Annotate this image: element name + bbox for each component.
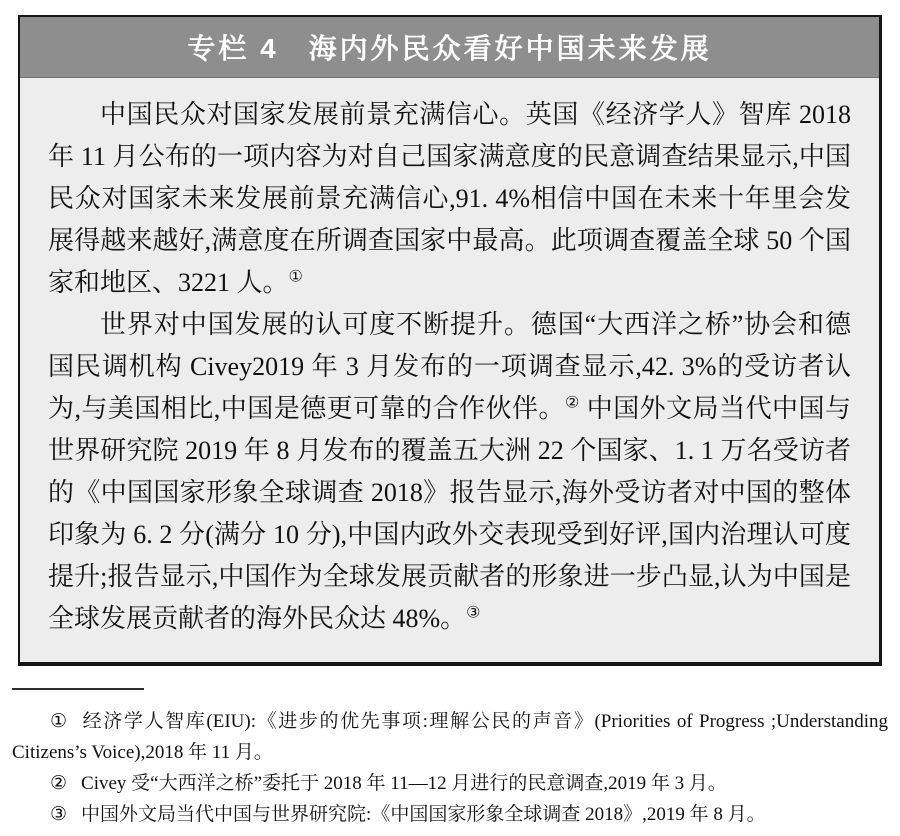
column-box-header	[20, 17, 879, 78]
footnote-ref-1: ①	[288, 268, 303, 286]
footnote-marker-2: ②	[50, 773, 68, 794]
footnote-divider-rule	[12, 688, 144, 690]
footnote-text-3: 中国外文局当代中国与世界研究院:《中国国家形象全球调查 2018》,2019 年 8 月。	[81, 804, 766, 825]
paragraph-2-text-part2: 中国外文局当代中国与世界研究院 2019 年 8 月发布的覆盖五大洲 22 个国家、1. 1 万名受访者的《中国国家形象全球调查 2018》报告显示,海外受访者对中国的整体印象为 6. 2 分(满分 10 分),中国内政外交表现受到好评,国内治理认可度提升;报告显示,中国作为全球发展贡献者的形象进一步凸显,认为中国是全球发展贡献者的海外民众达 48%。	[48, 394, 851, 633]
column-box-body	[20, 78, 879, 662]
column-box-panel	[18, 15, 882, 666]
footnote-marker-3: ③	[50, 804, 68, 825]
footnote-item-2	[12, 768, 888, 799]
footnote-item-3	[12, 799, 888, 830]
body-paragraph-2	[48, 304, 851, 640]
footnote-marker-1: ①	[50, 711, 69, 732]
footnote-text-2: Civey 受“大西洋之桥”委托于 2018 年 11—12 月进行的民意调查,2019 年 3 月。	[81, 773, 727, 794]
footnote-ref-2: ②	[564, 394, 580, 412]
paragraph-1-text: 中国民众对国家发展前景充满信心。英国《经济学人》智库 2018 年 11 月公布的一项内容为对自己国家满意度的民意调查结果显示,中国民众对国家未来发展前景充满信心,91. 4%相信中国在未来十年里会发展得越来越好,满意度在所调查国家中最高。此项调查覆盖全球 50 个国家和地区、3221 人。	[48, 100, 851, 297]
paragraph-2-text-part1: 世界对中国发展的认可度不断提升。德国“大西洋之桥”协会和德国民调机构 Civey2019 年 3 月发布的一项调查显示,42. 3%的受访者认为,与美国相比,中国是德更可靠的合作伙伴。	[48, 310, 851, 423]
body-paragraph-1	[48, 94, 851, 304]
column-box-label: 专栏 4	[187, 33, 279, 64]
footnote-ref-3: ③	[466, 604, 481, 622]
footnote-item-1	[12, 706, 888, 768]
footnote-section	[0, 688, 900, 830]
footnote-text-1: 经济学人智库(EIU):《进步的优先事项:理解公民的声音》(Priorities of Progress ;Understanding Citizens’s Voice),2018 年 11 月。	[12, 711, 888, 763]
column-box-title: 海内外民众看好中国未来发展	[308, 33, 712, 64]
